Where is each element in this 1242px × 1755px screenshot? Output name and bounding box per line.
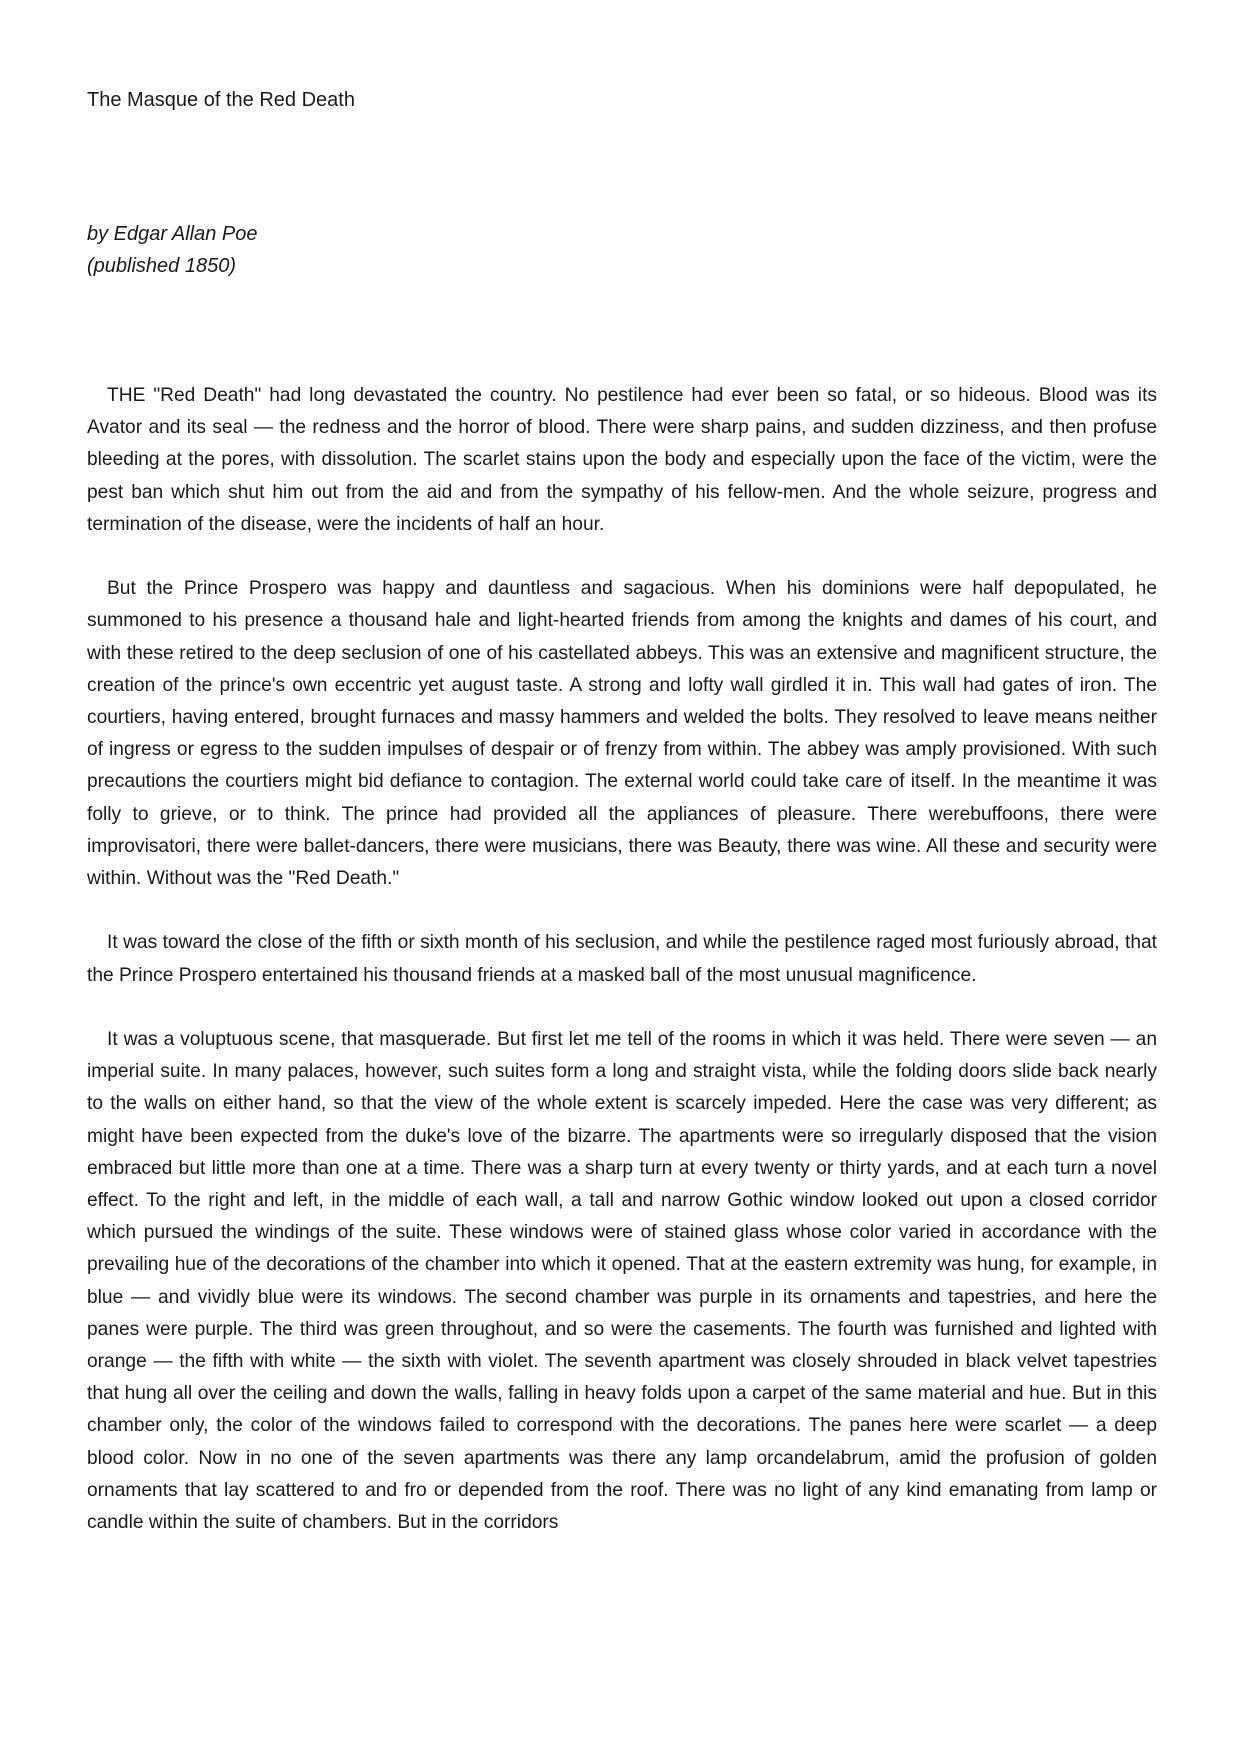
byline	[87, 218, 257, 282]
document-title: The Masque of the Red Death	[87, 89, 355, 111]
paragraph-1: THE "Red Death" had long devastated the country. No pestilence had ever been so fatal, or so hideous. Blood was its Avator and its seal — the redness and the horror of blood. There were sharp pains, and sudden dizziness, and then profuse bleeding at the pores, with dissolution. The scarlet stains upon the body and especially upon the face of the victim, were the pest ban which shut him out from the aid and from the sympathy of his fellow-men. And the whole seizure, progress and termination of the disease, were the incidents of half an hour.	[87, 385, 1157, 535]
published-line: (published 1850)	[87, 255, 236, 277]
paragraph-4: It was a voluptuous scene, that masquerade. But first let me tell of the rooms in which it was held. There were seven — an imperial suite. In many palaces, however, such suites form a long and straight vista, while the folding doors slide back nearly to the walls on either hand, so that the view of the whole extent is scarcely impeded. Here the case was very different; as might have been expected from the duke's love of the bizarre. The apartments were so irregularly disposed that the vision embraced but little more than one at a time. There was a sharp turn at every twenty or thirty yards, and at each turn a novel effect. To the right and left, in the middle of each wall, a tall and narrow Gothic window looked out upon a closed corridor which pursued the windings of the suite. These windows were of stained glass whose color varied in accordance with the prevailing hue of the decorations of the chamber into which it opened. That at the eastern extremity was hung, for example, in blue — and vividly blue were its windows. The second chamber was purple in its ornaments and tapestries, and here the panes were purple. The third was green throughout, and so were the casements. The fourth was furnished and lighted with orange — the fifth with white — the sixth with violet. The seventh apartment was closely shrouded in black velvet tapestries that hung all over the ceiling and down the walls, falling in heavy folds upon a carpet of the same material and hue. But in this chamber only, the color of the windows failed to correspond with the decorations. The panes here were scarlet — a deep blood color. Now in no one of the seven apartments was there any lamp orcandelabrum, amid the profusion of golden ornaments that lay scattered to and fro or depended from the roof. There was no light of any kind emanating from lamp or candle within the suite of chambers. But in the corridors	[87, 1029, 1157, 1534]
author-line: by Edgar Allan Poe	[87, 223, 258, 245]
paragraph-3: It was toward the close of the fifth or sixth month of his seclusion, and while the pestilence raged most furiously abroad, that the Prince Prospero entertained his thousand friends at a masked ball of the most unusual magnificence.	[87, 932, 1157, 986]
story-body	[87, 380, 1157, 1571]
paragraph-2: But the Prince Prospero was happy and dauntless and sagacious. When his dominions were half depopulated, he summoned to his presence a thousand hale and light-hearted friends from among the knights and dames of his court, and with these retired to the deep seclusion of one of his castellated abbeys. This was an extensive and magnificent structure, the creation of the prince's own eccentric yet august taste. A strong and lofty wall girdled it in. This wall had gates of iron. The courtiers, having entered, brought furnaces and massy hammers and welded the bolts. They resolved to leave means neither of ingress or egress to the sudden impulses of despair or of frenzy from within. The abbey was amply provisioned. With such precautions the courtiers might bid defiance to contagion. The external world could take care of itself. In the meantime it was folly to grieve, or to think. The prince had provided all the appliances of pleasure. There werebuffoons, there were improvisatori, there were ballet-dancers, there were musicians, there was Beauty, there was wine. All these and security were within. Without was the "Red Death."	[87, 578, 1157, 890]
